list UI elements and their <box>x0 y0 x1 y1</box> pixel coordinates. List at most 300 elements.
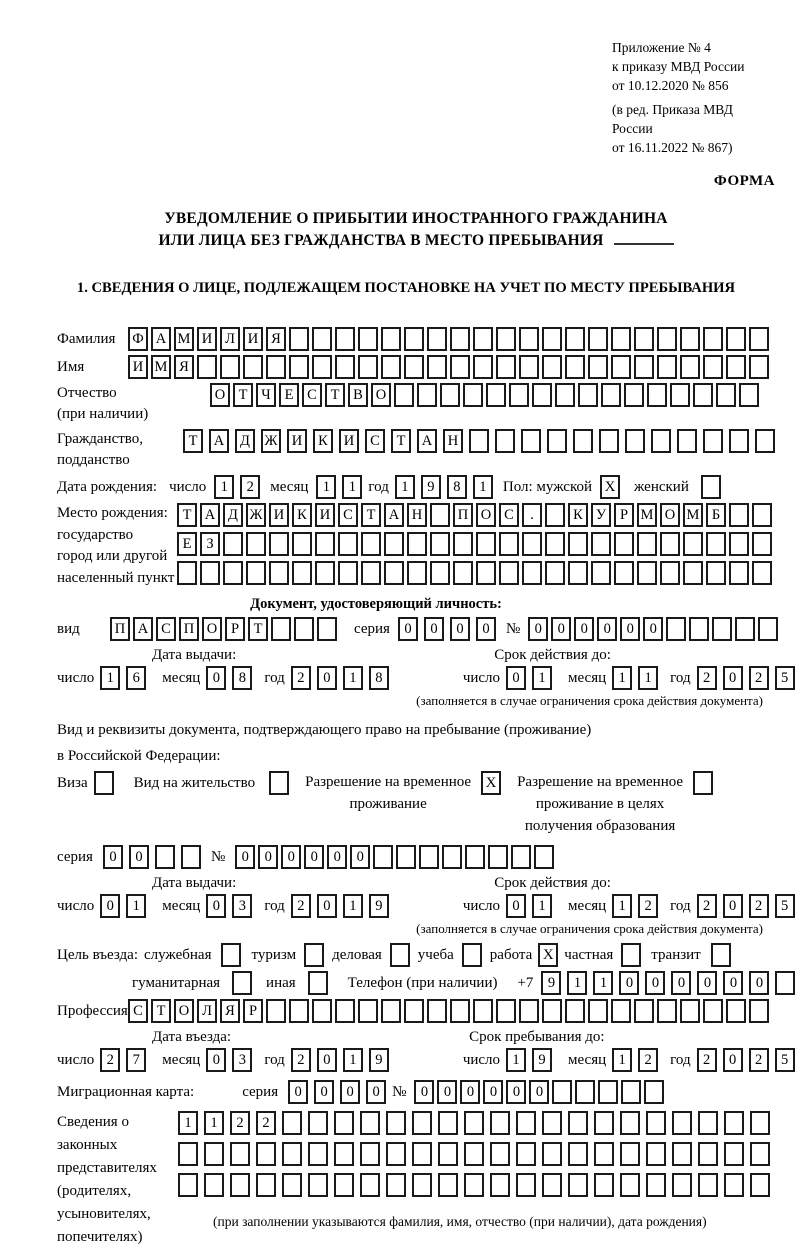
form-cell[interactable] <box>750 1111 770 1135</box>
form-cell[interactable] <box>394 383 414 407</box>
form-cell[interactable] <box>178 1142 198 1166</box>
form-cell[interactable] <box>488 845 508 869</box>
form-cell[interactable]: 0 <box>398 617 418 641</box>
form-cell[interactable]: 2 <box>291 666 311 690</box>
form-cell[interactable]: 0 <box>414 1080 434 1104</box>
form-cell[interactable]: 0 <box>643 617 663 641</box>
form-cell[interactable]: 0 <box>529 1080 549 1104</box>
form-cell[interactable] <box>496 327 516 351</box>
form-cell[interactable]: 0 <box>304 845 324 869</box>
purpose-official-checkbox[interactable] <box>221 943 241 967</box>
birth-place-cells-row1[interactable] <box>177 503 775 527</box>
form-cell[interactable] <box>412 1142 432 1166</box>
form-cell[interactable] <box>729 561 749 585</box>
form-cell[interactable] <box>269 561 289 585</box>
form-cell[interactable]: 1 <box>593 971 613 995</box>
form-cell[interactable] <box>338 532 358 556</box>
form-cell[interactable]: М <box>151 355 171 379</box>
form-cell[interactable] <box>706 561 726 585</box>
form-cell[interactable] <box>266 355 286 379</box>
purpose-business-checkbox[interactable] <box>390 943 410 967</box>
form-cell[interactable]: 0 <box>206 666 226 690</box>
sex-male-checkbox[interactable]: X <box>600 475 620 499</box>
doc-valid-year-cells[interactable] <box>697 666 801 690</box>
form-cell[interactable]: 0 <box>317 894 337 918</box>
form-cell[interactable] <box>542 999 562 1023</box>
form-cell[interactable] <box>282 1111 302 1135</box>
form-cell[interactable] <box>266 999 286 1023</box>
form-cell[interactable] <box>703 999 723 1023</box>
form-cell[interactable]: О <box>660 503 680 527</box>
form-cell[interactable]: 0 <box>597 617 617 641</box>
form-cell[interactable]: Ф <box>128 327 148 351</box>
form-cell[interactable]: 2 <box>749 666 769 690</box>
form-cell[interactable]: С <box>365 429 385 453</box>
form-cell[interactable]: 0 <box>723 666 743 690</box>
form-cell[interactable] <box>396 845 416 869</box>
purpose-study-checkbox[interactable] <box>462 943 482 967</box>
form-cell[interactable] <box>729 429 749 453</box>
form-cell[interactable]: 0 <box>235 845 255 869</box>
form-cell[interactable]: 8 <box>447 475 467 499</box>
form-cell[interactable]: А <box>209 429 229 453</box>
form-cell[interactable]: 0 <box>697 971 717 995</box>
form-cell[interactable] <box>438 1173 458 1197</box>
form-cell[interactable] <box>430 503 450 527</box>
form-cell[interactable] <box>335 355 355 379</box>
form-cell[interactable] <box>361 561 381 585</box>
form-cell[interactable]: 0 <box>723 971 743 995</box>
form-cell[interactable] <box>651 429 671 453</box>
form-cell[interactable] <box>588 999 608 1023</box>
form-cell[interactable] <box>490 1173 510 1197</box>
form-cell[interactable] <box>490 1111 510 1135</box>
form-cell[interactable] <box>312 327 332 351</box>
stay-year-cells[interactable] <box>697 1048 801 1072</box>
form-cell[interactable] <box>594 1173 614 1197</box>
form-cell[interactable] <box>726 999 746 1023</box>
residence-series-cells[interactable] <box>103 845 207 869</box>
form-cell[interactable] <box>519 999 539 1023</box>
form-cell[interactable]: М <box>174 327 194 351</box>
stay-day-cells[interactable] <box>506 1048 558 1072</box>
form-cell[interactable] <box>407 532 427 556</box>
form-cell[interactable]: 1 <box>343 1048 363 1072</box>
form-cell[interactable] <box>729 532 749 556</box>
form-cell[interactable] <box>412 1173 432 1197</box>
form-cell[interactable] <box>464 1111 484 1135</box>
form-cell[interactable] <box>469 429 489 453</box>
form-cell[interactable]: 2 <box>749 894 769 918</box>
purpose-other-checkbox[interactable] <box>308 971 328 995</box>
doc-series-cells[interactable] <box>398 617 502 641</box>
form-cell[interactable] <box>672 1142 692 1166</box>
form-cell[interactable]: 0 <box>288 1080 308 1104</box>
form-cell[interactable] <box>358 355 378 379</box>
form-cell[interactable]: А <box>384 503 404 527</box>
form-cell[interactable]: Т <box>183 429 203 453</box>
form-cell[interactable] <box>499 561 519 585</box>
form-cell[interactable]: И <box>243 327 263 351</box>
residence-valid-year-cells[interactable] <box>697 894 801 918</box>
form-cell[interactable] <box>712 617 732 641</box>
form-cell[interactable] <box>680 355 700 379</box>
form-cell[interactable] <box>611 355 631 379</box>
form-cell[interactable] <box>269 532 289 556</box>
form-cell[interactable] <box>404 327 424 351</box>
form-cell[interactable] <box>381 999 401 1023</box>
form-cell[interactable] <box>599 429 619 453</box>
form-cell[interactable] <box>620 1173 640 1197</box>
form-cell[interactable] <box>545 532 565 556</box>
doc-issue-year-cells[interactable] <box>291 666 395 690</box>
form-cell[interactable] <box>417 383 437 407</box>
form-cell[interactable] <box>620 1111 640 1135</box>
form-cell[interactable] <box>680 327 700 351</box>
form-cell[interactable]: Т <box>248 617 268 641</box>
form-cell[interactable]: Т <box>325 383 345 407</box>
form-cell[interactable] <box>724 1142 744 1166</box>
form-cell[interactable] <box>698 1173 718 1197</box>
form-cell[interactable] <box>752 561 772 585</box>
form-cell[interactable]: И <box>315 503 335 527</box>
form-cell[interactable] <box>660 561 680 585</box>
form-cell[interactable]: 8 <box>232 666 252 690</box>
form-cell[interactable]: 1 <box>473 475 493 499</box>
form-cell[interactable]: 0 <box>460 1080 480 1104</box>
form-cell[interactable] <box>706 532 726 556</box>
form-cell[interactable] <box>308 1142 328 1166</box>
form-cell[interactable] <box>438 1111 458 1135</box>
form-cell[interactable] <box>680 999 700 1023</box>
form-cell[interactable]: Р <box>243 999 263 1023</box>
form-cell[interactable] <box>155 845 175 869</box>
form-cell[interactable]: 0 <box>350 845 370 869</box>
form-cell[interactable] <box>282 1142 302 1166</box>
form-cell[interactable]: 3 <box>232 894 252 918</box>
form-cell[interactable] <box>464 1173 484 1197</box>
form-cell[interactable] <box>703 429 723 453</box>
form-cell[interactable]: О <box>476 503 496 527</box>
form-cell[interactable]: 1 <box>342 475 362 499</box>
form-cell[interactable] <box>568 1111 588 1135</box>
form-cell[interactable]: Р <box>225 617 245 641</box>
form-cell[interactable]: И <box>269 503 289 527</box>
form-cell[interactable]: 5 <box>775 1048 795 1072</box>
form-cell[interactable] <box>573 429 593 453</box>
form-cell[interactable]: 0 <box>506 1080 526 1104</box>
form-cell[interactable]: 0 <box>327 845 347 869</box>
form-cell[interactable] <box>177 561 197 585</box>
form-cell[interactable] <box>716 383 736 407</box>
form-cell[interactable] <box>496 999 516 1023</box>
purpose-transit-checkbox[interactable] <box>711 943 731 967</box>
form-cell[interactable]: 2 <box>256 1111 276 1135</box>
form-cell[interactable]: 0 <box>206 894 226 918</box>
form-cell[interactable]: 7 <box>126 1048 146 1072</box>
form-cell[interactable] <box>591 561 611 585</box>
form-cell[interactable] <box>317 617 337 641</box>
form-cell[interactable] <box>637 561 657 585</box>
form-cell[interactable] <box>594 1111 614 1135</box>
form-cell[interactable] <box>499 532 519 556</box>
form-cell[interactable] <box>521 429 541 453</box>
form-cell[interactable] <box>315 561 335 585</box>
form-cell[interactable] <box>335 327 355 351</box>
form-cell[interactable]: 1 <box>178 1111 198 1135</box>
form-cell[interactable]: П <box>453 503 473 527</box>
form-cell[interactable] <box>646 1173 666 1197</box>
form-cell[interactable] <box>646 1142 666 1166</box>
purpose-tourism-checkbox[interactable] <box>304 943 324 967</box>
form-cell[interactable] <box>438 1142 458 1166</box>
form-cell[interactable] <box>724 1111 744 1135</box>
form-cell[interactable]: З <box>200 532 220 556</box>
form-cell[interactable]: В <box>348 383 368 407</box>
form-cell[interactable] <box>289 999 309 1023</box>
form-cell[interactable]: 0 <box>723 1048 743 1072</box>
form-cell[interactable]: 1 <box>532 894 552 918</box>
form-cell[interactable] <box>749 999 769 1023</box>
form-cell[interactable] <box>256 1173 276 1197</box>
form-cell[interactable]: 1 <box>532 666 552 690</box>
edu-residence-permit-checkbox[interactable] <box>693 771 713 795</box>
form-cell[interactable] <box>657 327 677 351</box>
form-cell[interactable] <box>412 1111 432 1135</box>
form-cell[interactable] <box>647 383 667 407</box>
form-cell[interactable] <box>565 355 585 379</box>
form-cell[interactable]: А <box>200 503 220 527</box>
form-cell[interactable] <box>591 532 611 556</box>
form-cell[interactable] <box>698 1111 718 1135</box>
residence-issue-day-cells[interactable] <box>100 894 152 918</box>
entry-year-cells[interactable] <box>291 1048 395 1072</box>
citizenship-cells[interactable] <box>183 429 781 453</box>
form-cell[interactable]: Т <box>361 503 381 527</box>
form-cell[interactable]: 1 <box>567 971 587 995</box>
birth-day-cells[interactable] <box>214 475 266 499</box>
form-cell[interactable] <box>465 845 485 869</box>
form-cell[interactable] <box>703 355 723 379</box>
form-cell[interactable] <box>450 355 470 379</box>
form-cell[interactable]: М <box>637 503 657 527</box>
form-cell[interactable]: У <box>591 503 611 527</box>
purpose-humanitarian-checkbox[interactable] <box>232 971 252 995</box>
temp-residence-permit-checkbox[interactable]: X <box>481 771 501 795</box>
form-cell[interactable] <box>568 1173 588 1197</box>
form-cell[interactable] <box>634 355 654 379</box>
form-cell[interactable] <box>565 999 585 1023</box>
form-cell[interactable]: 2 <box>638 1048 658 1072</box>
form-cell[interactable]: С <box>499 503 519 527</box>
form-cell[interactable]: Б <box>706 503 726 527</box>
form-cell[interactable] <box>473 999 493 1023</box>
form-cell[interactable]: 0 <box>317 1048 337 1072</box>
residence-permit-checkbox[interactable] <box>269 771 289 795</box>
form-cell[interactable] <box>381 327 401 351</box>
form-cell[interactable] <box>384 532 404 556</box>
purpose-private-checkbox[interactable] <box>621 943 641 967</box>
form-cell[interactable]: 6 <box>126 666 146 690</box>
form-cell[interactable]: М <box>683 503 703 527</box>
form-cell[interactable] <box>361 532 381 556</box>
form-cell[interactable] <box>430 561 450 585</box>
form-cell[interactable]: Н <box>407 503 427 527</box>
form-cell[interactable] <box>750 1173 770 1197</box>
representatives-cells-row2[interactable] <box>178 1142 776 1166</box>
form-cell[interactable]: 0 <box>619 971 639 995</box>
form-cell[interactable]: П <box>110 617 130 641</box>
form-cell[interactable]: 0 <box>551 617 571 641</box>
form-cell[interactable]: Р <box>614 503 634 527</box>
form-cell[interactable]: 0 <box>103 845 123 869</box>
form-cell[interactable]: 5 <box>775 894 795 918</box>
form-cell[interactable] <box>338 561 358 585</box>
form-cell[interactable]: 2 <box>697 894 717 918</box>
form-cell[interactable] <box>755 429 775 453</box>
form-cell[interactable] <box>677 429 697 453</box>
form-cell[interactable] <box>358 327 378 351</box>
form-cell[interactable]: 1 <box>612 894 632 918</box>
form-cell[interactable] <box>442 845 462 869</box>
form-cell[interactable] <box>473 355 493 379</box>
form-cell[interactable] <box>334 1142 354 1166</box>
form-cell[interactable]: А <box>417 429 437 453</box>
form-cell[interactable] <box>672 1111 692 1135</box>
form-cell[interactable] <box>315 532 335 556</box>
form-cell[interactable]: И <box>197 327 217 351</box>
form-cell[interactable] <box>464 1142 484 1166</box>
form-cell[interactable]: 0 <box>424 617 444 641</box>
form-cell[interactable]: 1 <box>343 894 363 918</box>
form-cell[interactable] <box>634 999 654 1023</box>
residence-number-cells[interactable] <box>235 845 557 869</box>
form-cell[interactable]: Д <box>235 429 255 453</box>
sex-female-checkbox[interactable] <box>701 475 721 499</box>
form-cell[interactable] <box>519 355 539 379</box>
form-cell[interactable] <box>453 561 473 585</box>
form-cell[interactable] <box>545 561 565 585</box>
form-cell[interactable]: 0 <box>671 971 691 995</box>
form-cell[interactable] <box>752 532 772 556</box>
form-cell[interactable]: Т <box>177 503 197 527</box>
form-cell[interactable] <box>672 1173 692 1197</box>
form-cell[interactable]: 2 <box>697 666 717 690</box>
form-cell[interactable] <box>749 327 769 351</box>
form-cell[interactable]: 0 <box>100 894 120 918</box>
form-cell[interactable]: 9 <box>369 1048 389 1072</box>
form-cell[interactable] <box>516 1142 536 1166</box>
representatives-cells-row1[interactable] <box>178 1111 776 1135</box>
form-cell[interactable] <box>634 327 654 351</box>
residence-issue-month-cells[interactable] <box>206 894 258 918</box>
form-cell[interactable] <box>749 355 769 379</box>
form-cell[interactable]: 0 <box>281 845 301 869</box>
form-cell[interactable]: 0 <box>206 1048 226 1072</box>
form-cell[interactable]: 1 <box>214 475 234 499</box>
form-cell[interactable] <box>509 383 529 407</box>
form-cell[interactable]: 0 <box>366 1080 386 1104</box>
form-cell[interactable]: 9 <box>541 971 561 995</box>
form-cell[interactable]: Ж <box>261 429 281 453</box>
form-cell[interactable]: 2 <box>100 1048 120 1072</box>
migration-series-cells[interactable] <box>288 1080 392 1104</box>
doc-issue-month-cells[interactable] <box>206 666 258 690</box>
form-cell[interactable] <box>542 327 562 351</box>
visa-checkbox[interactable] <box>94 771 114 795</box>
form-cell[interactable]: Д <box>223 503 243 527</box>
form-cell[interactable] <box>683 532 703 556</box>
form-cell[interactable] <box>724 1173 744 1197</box>
form-cell[interactable]: 1 <box>100 666 120 690</box>
form-cell[interactable] <box>289 327 309 351</box>
form-cell[interactable] <box>476 561 496 585</box>
form-cell[interactable] <box>614 561 634 585</box>
form-cell[interactable]: К <box>292 503 312 527</box>
form-cell[interactable] <box>220 355 240 379</box>
form-cell[interactable] <box>440 383 460 407</box>
form-cell[interactable] <box>660 532 680 556</box>
purpose-work-checkbox[interactable]: X <box>538 943 558 967</box>
form-cell[interactable]: . <box>522 503 542 527</box>
birth-place-cells-row3[interactable] <box>177 561 775 585</box>
form-cell[interactable] <box>620 1142 640 1166</box>
form-cell[interactable] <box>373 845 393 869</box>
form-cell[interactable] <box>292 561 312 585</box>
form-cell[interactable]: С <box>302 383 322 407</box>
form-cell[interactable] <box>230 1173 250 1197</box>
form-cell[interactable] <box>703 327 723 351</box>
form-cell[interactable] <box>729 503 749 527</box>
form-cell[interactable] <box>644 1080 664 1104</box>
form-cell[interactable]: 9 <box>369 894 389 918</box>
form-cell[interactable]: 0 <box>317 666 337 690</box>
form-cell[interactable] <box>614 532 634 556</box>
form-cell[interactable] <box>588 327 608 351</box>
form-cell[interactable] <box>726 355 746 379</box>
form-cell[interactable]: П <box>179 617 199 641</box>
form-cell[interactable] <box>552 1080 572 1104</box>
form-cell[interactable]: 0 <box>506 666 526 690</box>
form-cell[interactable] <box>246 532 266 556</box>
form-cell[interactable] <box>289 355 309 379</box>
profession-cells[interactable] <box>128 999 772 1023</box>
form-cell[interactable] <box>555 383 575 407</box>
form-cell[interactable] <box>204 1142 224 1166</box>
form-cell[interactable]: А <box>133 617 153 641</box>
form-cell[interactable] <box>178 1173 198 1197</box>
doc-kind-cells[interactable] <box>110 617 340 641</box>
form-cell[interactable]: 0 <box>620 617 640 641</box>
form-cell[interactable] <box>532 383 552 407</box>
form-cell[interactable] <box>646 1111 666 1135</box>
form-cell[interactable] <box>476 532 496 556</box>
form-cell[interactable]: 1 <box>612 1048 632 1072</box>
form-cell[interactable]: И <box>339 429 359 453</box>
form-cell[interactable]: 0 <box>483 1080 503 1104</box>
form-cell[interactable]: 0 <box>314 1080 334 1104</box>
form-cell[interactable]: 2 <box>697 1048 717 1072</box>
form-cell[interactable] <box>230 1142 250 1166</box>
residence-valid-month-cells[interactable] <box>612 894 664 918</box>
form-cell[interactable] <box>522 561 542 585</box>
form-cell[interactable] <box>637 532 657 556</box>
form-cell[interactable] <box>223 532 243 556</box>
representatives-cells-row3[interactable] <box>178 1173 776 1197</box>
form-cell[interactable]: Т <box>233 383 253 407</box>
form-cell[interactable] <box>292 532 312 556</box>
form-cell[interactable] <box>496 355 516 379</box>
